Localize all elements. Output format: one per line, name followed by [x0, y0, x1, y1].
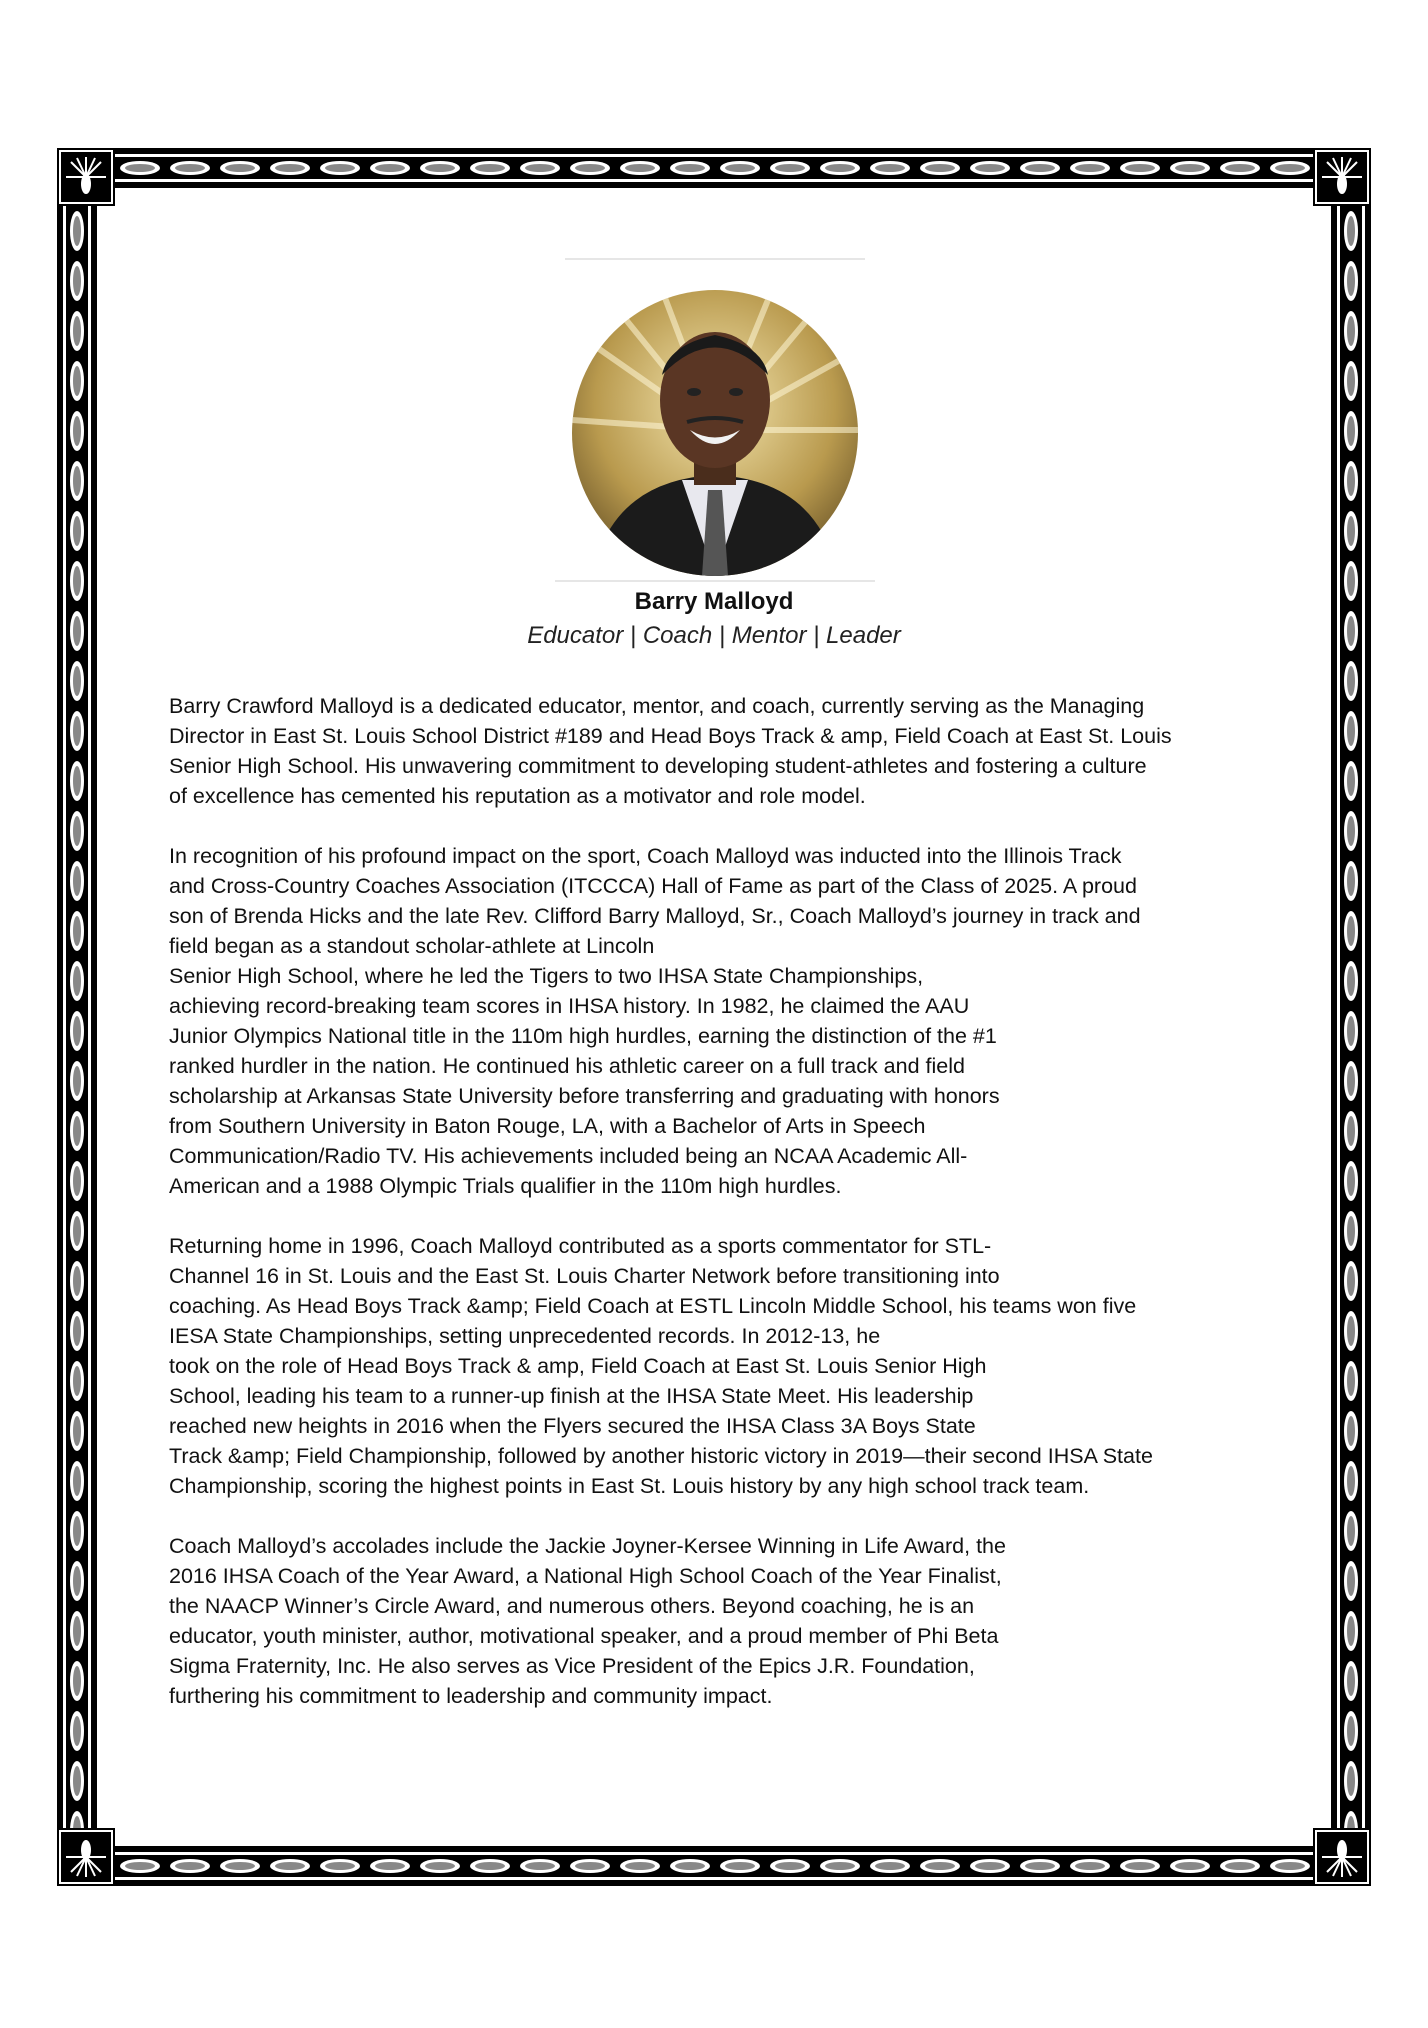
bio-line: from Southern University in Baton Rouge, LA, with a Bachelor of Arts in Speech — [169, 1114, 926, 1138]
bio-line: scholarship at Arkansas State University before transferring and graduating with honors — [169, 1084, 1000, 1108]
bio-line: Director in East St. Louis School District #189 and Head Boys Track & amp, Field Coach at East St. Louis — [169, 724, 1172, 748]
photo-divider-top — [565, 258, 865, 260]
portrait-photo — [572, 290, 858, 576]
border-bottom-pattern — [115, 1846, 1313, 1886]
bio-line: educator, youth minister, author, motivational speaker, and a proud member of Phi Beta — [169, 1624, 999, 1648]
corner-ornament-bottom-right — [1313, 1828, 1371, 1886]
bio-line: Sigma Fraternity, Inc. He also serves as Vice President of the Epics J.R. Foundation, — [169, 1654, 975, 1678]
biography-body — [169, 691, 1289, 1741]
starburst-icon — [57, 148, 115, 206]
border-left-pattern — [57, 206, 97, 1828]
bio-line: Junior Olympics National title in the 110m high hurdles, earning the distinction of the #1 — [169, 1024, 997, 1048]
bio-line: School, leading his team to a runner-up finish at the IHSA State Meet. His leadership — [169, 1384, 974, 1408]
bio-line: IESA State Championships, setting unprecedented records. In 2012-13, he — [169, 1324, 881, 1348]
corner-ornament-top-right — [1313, 148, 1371, 206]
photo-divider-bottom — [555, 580, 875, 582]
bio-line: took on the role of Head Boys Track & amp, Field Coach at East St. Louis Senior High — [169, 1354, 987, 1378]
border-left — [57, 206, 97, 1828]
person-tagline: Educator | Coach | Mentor | Leader — [527, 622, 901, 649]
bio-line: furthering his commitment to leadership and community impact. — [169, 1684, 773, 1708]
bio-paragraph-1 — [169, 691, 1289, 811]
bio-line: coaching. As Head Boys Track &amp; Field Coach at ESTL Lincoln Middle School, his teams won five — [169, 1294, 1137, 1318]
bio-paragraph-3 — [169, 1231, 1289, 1501]
bio-line: Channel 16 in St. Louis and the East St. Louis Charter Network before transitioning into — [169, 1264, 1000, 1288]
border-bottom — [115, 1846, 1313, 1886]
bio-line: ranked hurdler in the nation. He continued his athletic career on a full track and field — [169, 1054, 965, 1078]
starburst-icon — [57, 1828, 115, 1886]
bio-line: field began as a standout scholar-athlete at Lincoln — [169, 934, 655, 958]
bio-line: Barry Crawford Malloyd is a dedicated educator, mentor, and coach, currently serving as the Managing — [169, 694, 1145, 718]
bio-paragraph-4 — [169, 1531, 1289, 1711]
person-name: Barry Malloyd — [634, 588, 794, 615]
bio-line: 2016 IHSA Coach of the Year Award, a National High School Coach of the Year Finalist, — [169, 1564, 1002, 1588]
border-top-pattern — [115, 148, 1313, 188]
border-top — [115, 148, 1313, 188]
bio-line: Track &amp; Field Championship, followed by another historic victory in 2019—their second IHSA State — [169, 1444, 1153, 1468]
starburst-icon — [1313, 1828, 1371, 1886]
starburst-icon — [1313, 148, 1371, 206]
bio-line: American and a 1988 Olympic Trials qualifier in the 110m high hurdles. — [169, 1174, 842, 1198]
bio-line: Senior High School. His unwavering commitment to developing student-athletes and fostering a culture — [169, 754, 1147, 778]
bio-line: Coach Malloyd’s accolades include the Jackie Joyner-Kersee Winning in Life Award, the — [169, 1534, 1006, 1558]
bio-line: In recognition of his profound impact on the sport, Coach Malloyd was inducted into the Illinois Track — [169, 844, 1122, 868]
corner-ornament-top-left — [57, 148, 115, 206]
portrait-illustration — [572, 290, 858, 576]
corner-ornament-bottom-left — [57, 1828, 115, 1886]
bio-line: reached new heights in 2016 when the Flyers secured the IHSA Class 3A Boys State — [169, 1414, 976, 1438]
bio-paragraph-2 — [169, 841, 1289, 1201]
bio-line: Senior High School, where he led the Tigers to two IHSA State Championships, — [169, 964, 924, 988]
border-right-pattern — [1331, 206, 1371, 1828]
bio-line: Championship, scoring the highest points in East St. Louis history by any high school track team. — [169, 1474, 1090, 1498]
bio-line: achieving record-breaking team scores in IHSA history. In 1982, he claimed the AAU — [169, 994, 970, 1018]
bio-line: son of Brenda Hicks and the late Rev. Clifford Barry Malloyd, Sr., Coach Malloyd’s journey in track and — [169, 904, 1141, 928]
bio-line: Returning home in 1996, Coach Malloyd contributed as a sports commentator for STL- — [169, 1234, 992, 1258]
bio-line: Communication/Radio TV. His achievements included being an NCAA Academic All- — [169, 1144, 968, 1168]
bio-line: and Cross-Country Coaches Association (ITCCCA) Hall of Fame as part of the Class of 2025. A proud — [169, 874, 1137, 898]
bio-line: of excellence has cemented his reputation as a motivator and role model. — [169, 784, 866, 808]
border-right — [1331, 206, 1371, 1828]
bio-line: the NAACP Winner’s Circle Award, and numerous others. Beyond coaching, he is an — [169, 1594, 975, 1618]
